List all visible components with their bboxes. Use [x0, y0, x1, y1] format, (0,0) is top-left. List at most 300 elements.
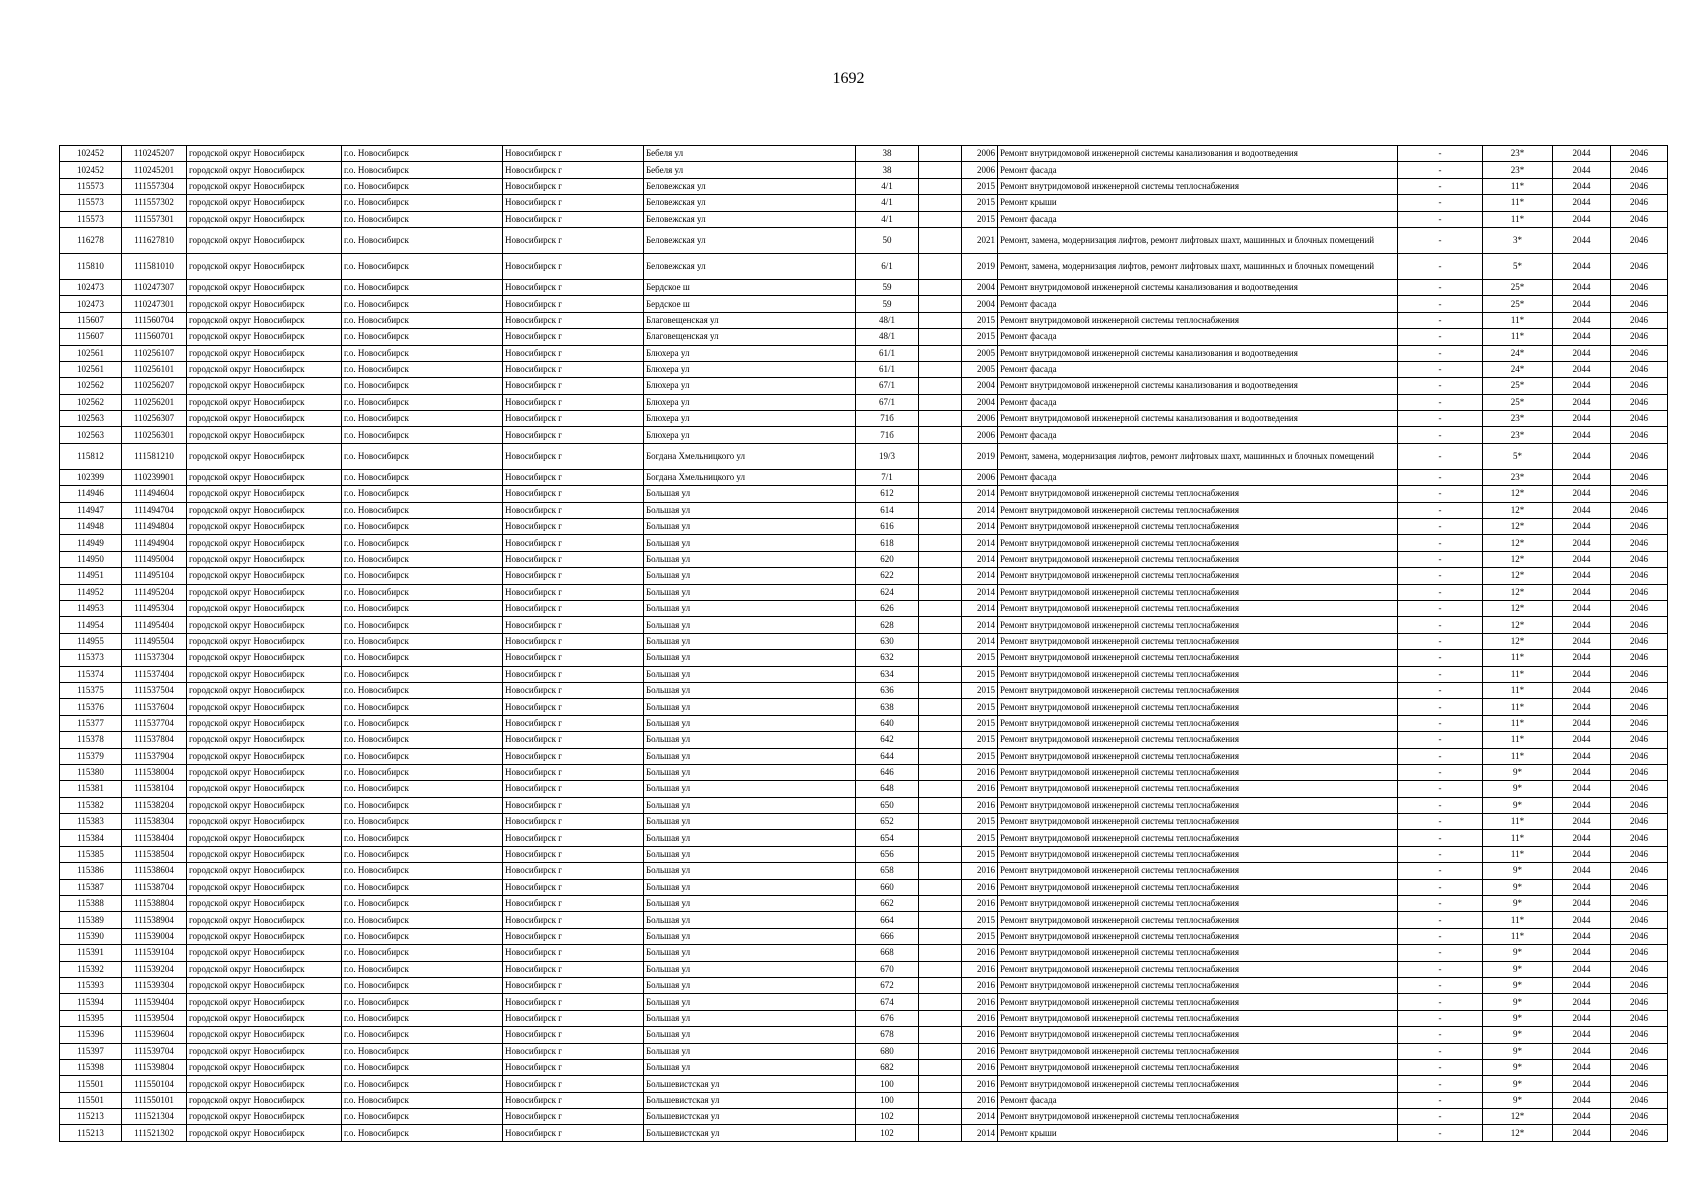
cell-house-number: 634 — [856, 666, 919, 682]
cell-house-id: 102452 — [60, 146, 122, 162]
cell-city: Новосибирск г — [503, 568, 644, 584]
cell-housing-type — [919, 797, 962, 813]
table-row — [60, 600, 1668, 616]
cell-plan-start-year: 2044 — [1553, 846, 1611, 862]
cell-settlement: г.о. Новосибирск — [342, 1109, 503, 1125]
table-row — [60, 781, 1668, 797]
cell-house-id: 115573 — [60, 178, 122, 194]
cell-work-period-years: 25* — [1483, 394, 1553, 410]
cell-municipal-district: городской округ Новосибирск — [187, 211, 342, 227]
cell-municipal-district: городской округ Новосибирск — [187, 994, 342, 1010]
cell-plan-end-year: 2046 — [1611, 1027, 1668, 1043]
cell-settlement: г.о. Новосибирск — [342, 633, 503, 649]
cell-work-period-years: 11* — [1483, 682, 1553, 698]
cell-work-period-years: 12* — [1483, 1109, 1553, 1125]
cell-commissioning-year: 2015 — [962, 312, 998, 328]
cell-work-id: 111538304 — [122, 814, 187, 830]
cell-city: Новосибирск г — [503, 535, 644, 551]
cell-commissioning-year: 2004 — [962, 279, 998, 295]
cell-work-id: 111537504 — [122, 682, 187, 698]
cell-municipal-district: городской округ Новосибирск — [187, 896, 342, 912]
cell-commissioning-year: 2014 — [962, 1109, 998, 1125]
cell-cost: - — [1398, 863, 1483, 879]
cell-plan-end-year: 2046 — [1611, 361, 1668, 377]
cell-plan-start-year: 2044 — [1553, 146, 1611, 162]
cell-plan-end-year: 2046 — [1611, 1043, 1668, 1059]
cell-plan-end-year: 2046 — [1611, 732, 1668, 748]
cell-city: Новосибирск г — [503, 912, 644, 928]
cell-house-number: 652 — [856, 814, 919, 830]
cell-plan-end-year: 2046 — [1611, 633, 1668, 649]
cell-street: Большая ул — [644, 863, 856, 879]
cell-street: Большая ул — [644, 912, 856, 928]
cell-work-type: Ремонт внутридомовой инженерной системы теплоснабжения — [998, 617, 1398, 633]
cell-settlement: г.о. Новосибирск — [342, 253, 503, 279]
cell-city: Новосибирск г — [503, 715, 644, 731]
table-row — [60, 535, 1668, 551]
cell-house-number: 668 — [856, 945, 919, 961]
cell-commissioning-year: 2015 — [962, 732, 998, 748]
cell-work-type: Ремонт внутридомовой инженерной системы теплоснабжения — [998, 732, 1398, 748]
cell-work-id: 111494904 — [122, 535, 187, 551]
cell-housing-type — [919, 584, 962, 600]
cell-work-id: 110256101 — [122, 361, 187, 377]
cell-plan-start-year: 2044 — [1553, 814, 1611, 830]
table-row — [60, 312, 1668, 328]
cell-street: Большая ул — [644, 519, 856, 535]
cell-city: Новосибирск г — [503, 896, 644, 912]
table-row — [60, 1092, 1668, 1108]
cell-plan-end-year: 2046 — [1611, 227, 1668, 253]
cell-municipal-district: городской округ Новосибирск — [187, 666, 342, 682]
cell-work-period-years: 23* — [1483, 411, 1553, 427]
cell-city: Новосибирск г — [503, 227, 644, 253]
cell-city: Новосибирск г — [503, 296, 644, 312]
cell-work-period-years: 9* — [1483, 994, 1553, 1010]
cell-cost: - — [1398, 797, 1483, 813]
cell-street: Блюхера ул — [644, 378, 856, 394]
table-row — [60, 797, 1668, 813]
table-row — [60, 519, 1668, 535]
cell-house-id: 115393 — [60, 977, 122, 993]
cell-settlement: г.о. Новосибирск — [342, 469, 503, 485]
cell-work-period-years: 11* — [1483, 928, 1553, 944]
cell-house-number: 4/1 — [856, 195, 919, 211]
cell-work-id: 111550104 — [122, 1076, 187, 1092]
cell-house-id: 115378 — [60, 732, 122, 748]
cell-house-number: 19/3 — [856, 443, 919, 469]
cell-work-type: Ремонт фасада — [998, 1092, 1398, 1108]
cell-work-period-years: 9* — [1483, 945, 1553, 961]
cell-cost: - — [1398, 764, 1483, 780]
cell-housing-type — [919, 633, 962, 649]
cell-cost: - — [1398, 896, 1483, 912]
cell-settlement: г.о. Новосибирск — [342, 928, 503, 944]
cell-municipal-district: городской округ Новосибирск — [187, 764, 342, 780]
cell-work-period-years: 3* — [1483, 227, 1553, 253]
cell-commissioning-year: 2014 — [962, 633, 998, 649]
cell-settlement: г.о. Новосибирск — [342, 519, 503, 535]
cell-municipal-district: городской округ Новосибирск — [187, 781, 342, 797]
cell-house-number: 48/1 — [856, 329, 919, 345]
cell-commissioning-year: 2006 — [962, 469, 998, 485]
cell-work-type: Ремонт фасада — [998, 361, 1398, 377]
cell-housing-type — [919, 666, 962, 682]
cell-commissioning-year: 2016 — [962, 1027, 998, 1043]
cell-commissioning-year: 2014 — [962, 486, 998, 502]
cell-house-number: 674 — [856, 994, 919, 1010]
cell-municipal-district: городской округ Новосибирск — [187, 1125, 342, 1141]
cell-work-type: Ремонт внутридомовой инженерной системы теплоснабжения — [998, 1027, 1398, 1043]
cell-municipal-district: городской округ Новосибирск — [187, 879, 342, 895]
table-row — [60, 1076, 1668, 1092]
cell-house-number: 638 — [856, 699, 919, 715]
cell-settlement: г.о. Новосибирск — [342, 394, 503, 410]
cell-municipal-district: городской округ Новосибирск — [187, 162, 342, 178]
cell-plan-end-year: 2046 — [1611, 535, 1668, 551]
cell-housing-type — [919, 1010, 962, 1026]
cell-cost: - — [1398, 345, 1483, 361]
cell-street: Богдана Хмельницкого ул — [644, 443, 856, 469]
cell-work-period-years: 9* — [1483, 1010, 1553, 1026]
cell-plan-start-year: 2044 — [1553, 411, 1611, 427]
cell-plan-end-year: 2046 — [1611, 329, 1668, 345]
cell-cost: - — [1398, 162, 1483, 178]
cell-commissioning-year: 2016 — [962, 1092, 998, 1108]
cell-house-number: 636 — [856, 682, 919, 698]
cell-municipal-district: городской округ Новосибирск — [187, 682, 342, 698]
cell-work-id: 111581210 — [122, 443, 187, 469]
table-row — [60, 584, 1668, 600]
cell-plan-start-year: 2044 — [1553, 748, 1611, 764]
cell-work-period-years: 11* — [1483, 195, 1553, 211]
cell-street: Беловежская ул — [644, 211, 856, 227]
cell-commissioning-year: 2004 — [962, 296, 998, 312]
cell-work-id: 111539404 — [122, 994, 187, 1010]
cell-house-number: 650 — [856, 797, 919, 813]
cell-commissioning-year: 2004 — [962, 394, 998, 410]
cell-municipal-district: городской округ Новосибирск — [187, 715, 342, 731]
cell-housing-type — [919, 732, 962, 748]
cell-municipal-district: городской округ Новосибирск — [187, 296, 342, 312]
cell-cost: - — [1398, 394, 1483, 410]
cell-cost: - — [1398, 443, 1483, 469]
cell-municipal-district: городской округ Новосибирск — [187, 797, 342, 813]
table-row — [60, 227, 1668, 253]
cell-municipal-district: городской округ Новосибирск — [187, 486, 342, 502]
cell-work-period-years: 5* — [1483, 443, 1553, 469]
cell-house-number: 67/1 — [856, 394, 919, 410]
cell-municipal-district: городской округ Новосибирск — [187, 502, 342, 518]
cell-work-period-years: 23* — [1483, 469, 1553, 485]
cell-house-number: 664 — [856, 912, 919, 928]
cell-house-number: 672 — [856, 977, 919, 993]
cell-commissioning-year: 2014 — [962, 535, 998, 551]
cell-work-period-years: 9* — [1483, 1027, 1553, 1043]
cell-municipal-district: городской округ Новосибирск — [187, 1059, 342, 1075]
cell-work-period-years: 23* — [1483, 427, 1553, 443]
cell-street: Большая ул — [644, 1059, 856, 1075]
cell-street: Благовещенская ул — [644, 329, 856, 345]
cell-house-id: 115501 — [60, 1076, 122, 1092]
cell-settlement: г.о. Новосибирск — [342, 411, 503, 427]
cell-commissioning-year: 2015 — [962, 830, 998, 846]
cell-plan-end-year: 2046 — [1611, 519, 1668, 535]
cell-work-id: 111521304 — [122, 1109, 187, 1125]
table-row — [60, 748, 1668, 764]
cell-house-id: 115398 — [60, 1059, 122, 1075]
cell-settlement: г.о. Новосибирск — [342, 961, 503, 977]
cell-cost: - — [1398, 1010, 1483, 1026]
cell-work-id: 111495304 — [122, 600, 187, 616]
cell-work-type: Ремонт, замена, модернизация лифтов, ремонт лифтовых шахт, машинных и блочных помещений — [998, 443, 1398, 469]
cell-commissioning-year: 2016 — [962, 1010, 998, 1026]
cell-housing-type — [919, 443, 962, 469]
cell-settlement: г.о. Новосибирск — [342, 443, 503, 469]
cell-housing-type — [919, 600, 962, 616]
cell-work-id: 111537804 — [122, 732, 187, 748]
cell-work-period-years: 12* — [1483, 486, 1553, 502]
cell-house-number: 670 — [856, 961, 919, 977]
cell-work-id: 111495204 — [122, 584, 187, 600]
cell-work-id: 111538404 — [122, 830, 187, 846]
cell-cost: - — [1398, 329, 1483, 345]
cell-municipal-district: городской округ Новосибирск — [187, 732, 342, 748]
cell-housing-type — [919, 469, 962, 485]
cell-work-id: 111539804 — [122, 1059, 187, 1075]
table-row — [60, 912, 1668, 928]
table-row — [60, 551, 1668, 567]
cell-commissioning-year: 2014 — [962, 519, 998, 535]
cell-housing-type — [919, 146, 962, 162]
cell-work-id: 111538104 — [122, 781, 187, 797]
cell-cost: - — [1398, 1109, 1483, 1125]
cell-house-id: 115377 — [60, 715, 122, 731]
cell-housing-type — [919, 486, 962, 502]
cell-commissioning-year: 2016 — [962, 764, 998, 780]
cell-plan-start-year: 2044 — [1553, 1076, 1611, 1092]
cell-work-id: 111495004 — [122, 551, 187, 567]
cell-street: Большая ул — [644, 682, 856, 698]
cell-work-period-years: 9* — [1483, 1043, 1553, 1059]
cell-city: Новосибирск г — [503, 345, 644, 361]
cell-work-type: Ремонт внутридомовой инженерной системы теплоснабжения — [998, 797, 1398, 813]
cell-house-id: 114948 — [60, 519, 122, 535]
table-row — [60, 443, 1668, 469]
cell-work-id: 110256307 — [122, 411, 187, 427]
cell-settlement: г.о. Новосибирск — [342, 912, 503, 928]
cell-work-period-years: 11* — [1483, 715, 1553, 731]
cell-house-number: 678 — [856, 1027, 919, 1043]
cell-street: Большевистская ул — [644, 1125, 856, 1141]
cell-house-id: 115386 — [60, 863, 122, 879]
cell-settlement: г.о. Новосибирск — [342, 146, 503, 162]
cell-commissioning-year: 2015 — [962, 928, 998, 944]
cell-cost: - — [1398, 682, 1483, 698]
cell-plan-start-year: 2044 — [1553, 732, 1611, 748]
cell-commissioning-year: 2015 — [962, 814, 998, 830]
cell-commissioning-year: 2019 — [962, 253, 998, 279]
cell-house-id: 115213 — [60, 1125, 122, 1141]
table-row — [60, 411, 1668, 427]
cell-settlement: г.о. Новосибирск — [342, 600, 503, 616]
cell-settlement: г.о. Новосибирск — [342, 1076, 503, 1092]
cell-cost: - — [1398, 781, 1483, 797]
cell-house-number: 38 — [856, 162, 919, 178]
cell-city: Новосибирск г — [503, 279, 644, 295]
cell-cost: - — [1398, 211, 1483, 227]
cell-plan-start-year: 2044 — [1553, 1043, 1611, 1059]
cell-work-type: Ремонт, замена, модернизация лифтов, ремонт лифтовых шахт, машинных и блочных помещений — [998, 253, 1398, 279]
cell-street: Большая ул — [644, 928, 856, 944]
cell-housing-type — [919, 211, 962, 227]
cell-house-number: 59 — [856, 296, 919, 312]
cell-street: Большая ул — [644, 879, 856, 895]
cell-plan-start-year: 2044 — [1553, 1092, 1611, 1108]
cell-plan-end-year: 2046 — [1611, 666, 1668, 682]
cell-work-type: Ремонт внутридомовой инженерной системы теплоснабжения — [998, 650, 1398, 666]
cell-plan-end-year: 2046 — [1611, 584, 1668, 600]
cell-work-period-years: 9* — [1483, 863, 1553, 879]
cell-house-id: 102561 — [60, 361, 122, 377]
cell-municipal-district: городской округ Новосибирск — [187, 178, 342, 194]
table-row — [60, 253, 1668, 279]
cell-commissioning-year: 2016 — [962, 994, 998, 1010]
cell-settlement: г.о. Новосибирск — [342, 568, 503, 584]
cell-commissioning-year: 2021 — [962, 227, 998, 253]
table-row — [60, 279, 1668, 295]
cell-settlement: г.о. Новосибирск — [342, 814, 503, 830]
cell-plan-end-year: 2046 — [1611, 296, 1668, 312]
cell-commissioning-year: 2016 — [962, 945, 998, 961]
cell-plan-start-year: 2044 — [1553, 519, 1611, 535]
cell-plan-end-year: 2046 — [1611, 146, 1668, 162]
cell-work-period-years: 9* — [1483, 879, 1553, 895]
cell-municipal-district: городской округ Новосибирск — [187, 568, 342, 584]
cell-street: Большая ул — [644, 535, 856, 551]
table-row — [60, 1027, 1668, 1043]
table-row — [60, 666, 1668, 682]
cell-settlement: г.о. Новосибирск — [342, 427, 503, 443]
cell-plan-end-year: 2046 — [1611, 195, 1668, 211]
cell-housing-type — [919, 345, 962, 361]
cell-street: Большая ул — [644, 617, 856, 633]
cell-cost: - — [1398, 253, 1483, 279]
cell-commissioning-year: 2014 — [962, 617, 998, 633]
cell-work-period-years: 11* — [1483, 329, 1553, 345]
cell-municipal-district: городской округ Новосибирск — [187, 928, 342, 944]
table-row — [60, 178, 1668, 194]
cell-work-id: 111537404 — [122, 666, 187, 682]
cell-settlement: г.о. Новосибирск — [342, 361, 503, 377]
cell-work-id: 110247301 — [122, 296, 187, 312]
cell-settlement: г.о. Новосибирск — [342, 378, 503, 394]
cell-plan-start-year: 2044 — [1553, 162, 1611, 178]
cell-plan-start-year: 2044 — [1553, 797, 1611, 813]
cell-city: Новосибирск г — [503, 682, 644, 698]
cell-cost: - — [1398, 535, 1483, 551]
cell-house-id: 115607 — [60, 329, 122, 345]
table-row — [60, 928, 1668, 944]
cell-work-type: Ремонт крыши — [998, 195, 1398, 211]
cell-housing-type — [919, 178, 962, 194]
cell-cost: - — [1398, 378, 1483, 394]
cell-plan-end-year: 2046 — [1611, 253, 1668, 279]
cell-house-id: 115376 — [60, 699, 122, 715]
cell-house-number: 71б — [856, 427, 919, 443]
cell-house-id: 115395 — [60, 1010, 122, 1026]
cell-street: Большая ул — [644, 1027, 856, 1043]
cell-house-number: 644 — [856, 748, 919, 764]
cell-plan-end-year: 2046 — [1611, 486, 1668, 502]
cell-plan-start-year: 2044 — [1553, 896, 1611, 912]
cell-street: Большая ул — [644, 699, 856, 715]
cell-street: Большая ул — [644, 551, 856, 567]
cell-commissioning-year: 2015 — [962, 912, 998, 928]
cell-house-number: 4/1 — [856, 211, 919, 227]
cell-street: Блюхера ул — [644, 411, 856, 427]
cell-cost: - — [1398, 486, 1483, 502]
cell-street: Бердское ш — [644, 296, 856, 312]
cell-street: Большая ул — [644, 961, 856, 977]
cell-work-period-years: 9* — [1483, 1059, 1553, 1075]
cell-house-number: 59 — [856, 279, 919, 295]
cell-cost: - — [1398, 584, 1483, 600]
cell-commissioning-year: 2019 — [962, 443, 998, 469]
cell-plan-end-year: 2046 — [1611, 469, 1668, 485]
cell-cost: - — [1398, 814, 1483, 830]
cell-settlement: г.о. Новосибирск — [342, 1010, 503, 1026]
cell-house-id: 102563 — [60, 411, 122, 427]
cell-work-id: 111495504 — [122, 633, 187, 649]
cell-housing-type — [919, 1109, 962, 1125]
cell-work-type: Ремонт внутридомовой инженерной системы теплоснабжения — [998, 1109, 1398, 1125]
cell-city: Новосибирск г — [503, 519, 644, 535]
table-row — [60, 1125, 1668, 1141]
cell-plan-end-year: 2046 — [1611, 912, 1668, 928]
cell-house-id: 115389 — [60, 912, 122, 928]
cell-commissioning-year: 2004 — [962, 378, 998, 394]
cell-work-period-years: 12* — [1483, 584, 1553, 600]
cell-work-id: 110256107 — [122, 345, 187, 361]
cell-street: Большая ул — [644, 945, 856, 961]
cell-work-type: Ремонт внутридомовой инженерной системы теплоснабжения — [998, 1076, 1398, 1092]
cell-work-id: 111537304 — [122, 650, 187, 666]
cell-housing-type — [919, 748, 962, 764]
cell-housing-type — [919, 945, 962, 961]
cell-commissioning-year: 2016 — [962, 797, 998, 813]
cell-municipal-district: городской округ Новосибирск — [187, 329, 342, 345]
cell-city: Новосибирск г — [503, 764, 644, 780]
cell-cost: - — [1398, 617, 1483, 633]
cell-work-id: 111539704 — [122, 1043, 187, 1059]
cell-cost: - — [1398, 633, 1483, 649]
cell-plan-start-year: 2044 — [1553, 568, 1611, 584]
cell-work-type: Ремонт внутридомовой инженерной системы теплоснабжения — [998, 633, 1398, 649]
cell-city: Новосибирск г — [503, 961, 644, 977]
cell-city: Новосибирск г — [503, 1010, 644, 1026]
cell-municipal-district: городской округ Новосибирск — [187, 195, 342, 211]
cell-work-period-years: 9* — [1483, 961, 1553, 977]
cell-work-id: 111495104 — [122, 568, 187, 584]
cell-housing-type — [919, 296, 962, 312]
cell-street: Беловежская ул — [644, 178, 856, 194]
cell-street: Бебеля ул — [644, 162, 856, 178]
cell-work-id: 111539304 — [122, 977, 187, 993]
cell-plan-start-year: 2044 — [1553, 1059, 1611, 1075]
cell-cost: - — [1398, 519, 1483, 535]
cell-city: Новосибирск г — [503, 600, 644, 616]
